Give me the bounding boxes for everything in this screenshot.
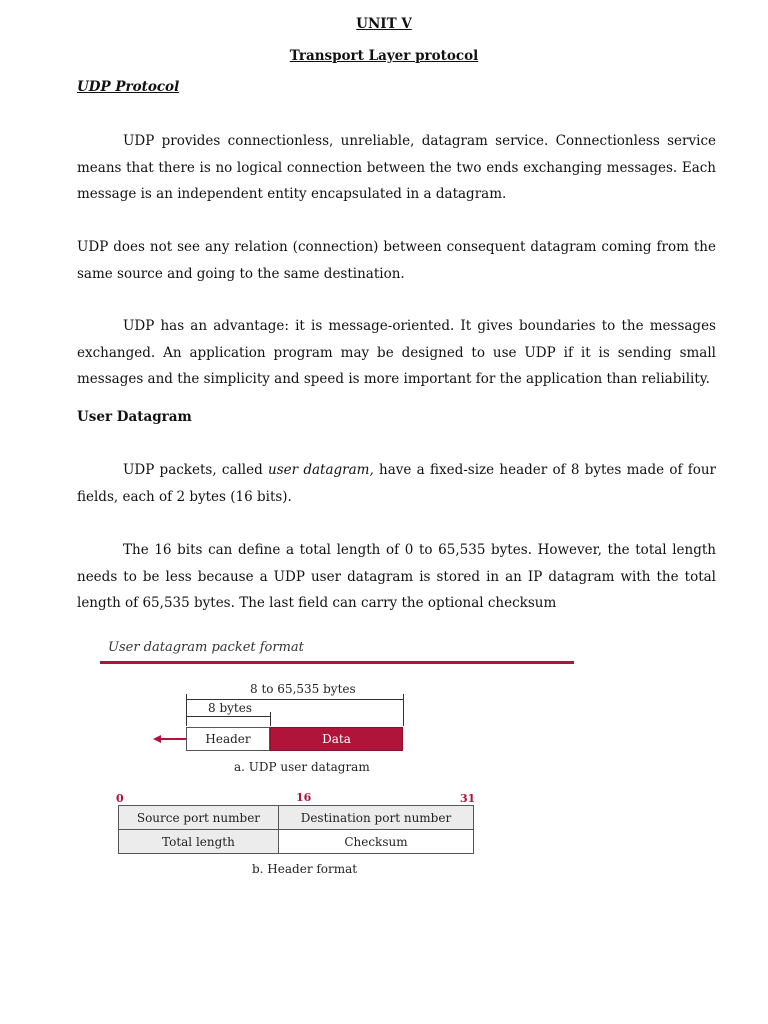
table-row	[119, 806, 474, 830]
paragraph-5: The 16 bits can define a total length of 0 to 65,535 bytes. However, the total length needs to be less because a UDP user datagram is stored in an IP datagram with the total length of 65,535 bytes. The last field can carry the optional checksum	[77, 542, 716, 611]
checksum-cell: Checksum	[278, 830, 473, 854]
paragraph-4	[77, 457, 716, 510]
user-datagram-term: user datagram,	[268, 462, 374, 478]
paragraph-2: UDP does not see any relation (connection) between consequent datagram coming from the same source and going to the same destination.	[77, 239, 716, 282]
bit-0-label: 0	[116, 792, 124, 805]
bit-16-label: 16	[296, 791, 312, 804]
right-tick	[403, 694, 404, 726]
total-length-line	[186, 699, 403, 700]
paragraph-4-suffix: have a fixed-size header of 8 bytes made of four fields, each of 2 bytes (16 bits).	[77, 462, 716, 505]
header-box: Header	[186, 727, 270, 751]
source-port-cell: Source port number	[119, 806, 279, 830]
layer-title: Transport Layer protocol	[289, 48, 479, 64]
header-size-label: 8 bytes	[208, 701, 252, 715]
figure-title: User datagram packet format	[108, 640, 304, 655]
caption-a: a. UDP user datagram	[234, 760, 370, 774]
paragraph-3: UDP has an advantage: it is message-oriented. It gives boundaries to the messages exchanged. An application program may be designed to use UDP if it is sending small messages and the simplicity and speed is more important for the application than reliability.	[77, 318, 716, 387]
arrow-line	[160, 738, 186, 740]
total-length-cell: Total length	[119, 830, 279, 854]
paragraph-4-prefix: UDP packets, called	[123, 462, 269, 478]
header-size-line	[186, 716, 270, 717]
total-length-label: 8 to 65,535 bytes	[250, 682, 356, 696]
table-row	[119, 830, 474, 854]
destination-port-cell: Destination port number	[278, 806, 473, 830]
unit-title: UNIT V	[356, 16, 412, 32]
udp-protocol-heading: UDP Protocol	[77, 79, 180, 95]
bit-31-label: 31	[460, 792, 476, 805]
mid-tick	[270, 712, 271, 726]
user-datagram-heading: User Datagram	[77, 409, 192, 425]
figure-rule	[100, 661, 574, 664]
paragraph-1: UDP provides connectionless, unreliable, datagram service. Connectionless service means that there is no logical connection between the two ends exchanging messages. Each message is an independent entity encapsulated in a datagram.	[77, 133, 716, 202]
caption-b: b. Header format	[252, 862, 358, 876]
header-format-table	[118, 805, 474, 854]
udp-format-figure	[100, 632, 580, 882]
data-box: Data	[270, 727, 403, 751]
